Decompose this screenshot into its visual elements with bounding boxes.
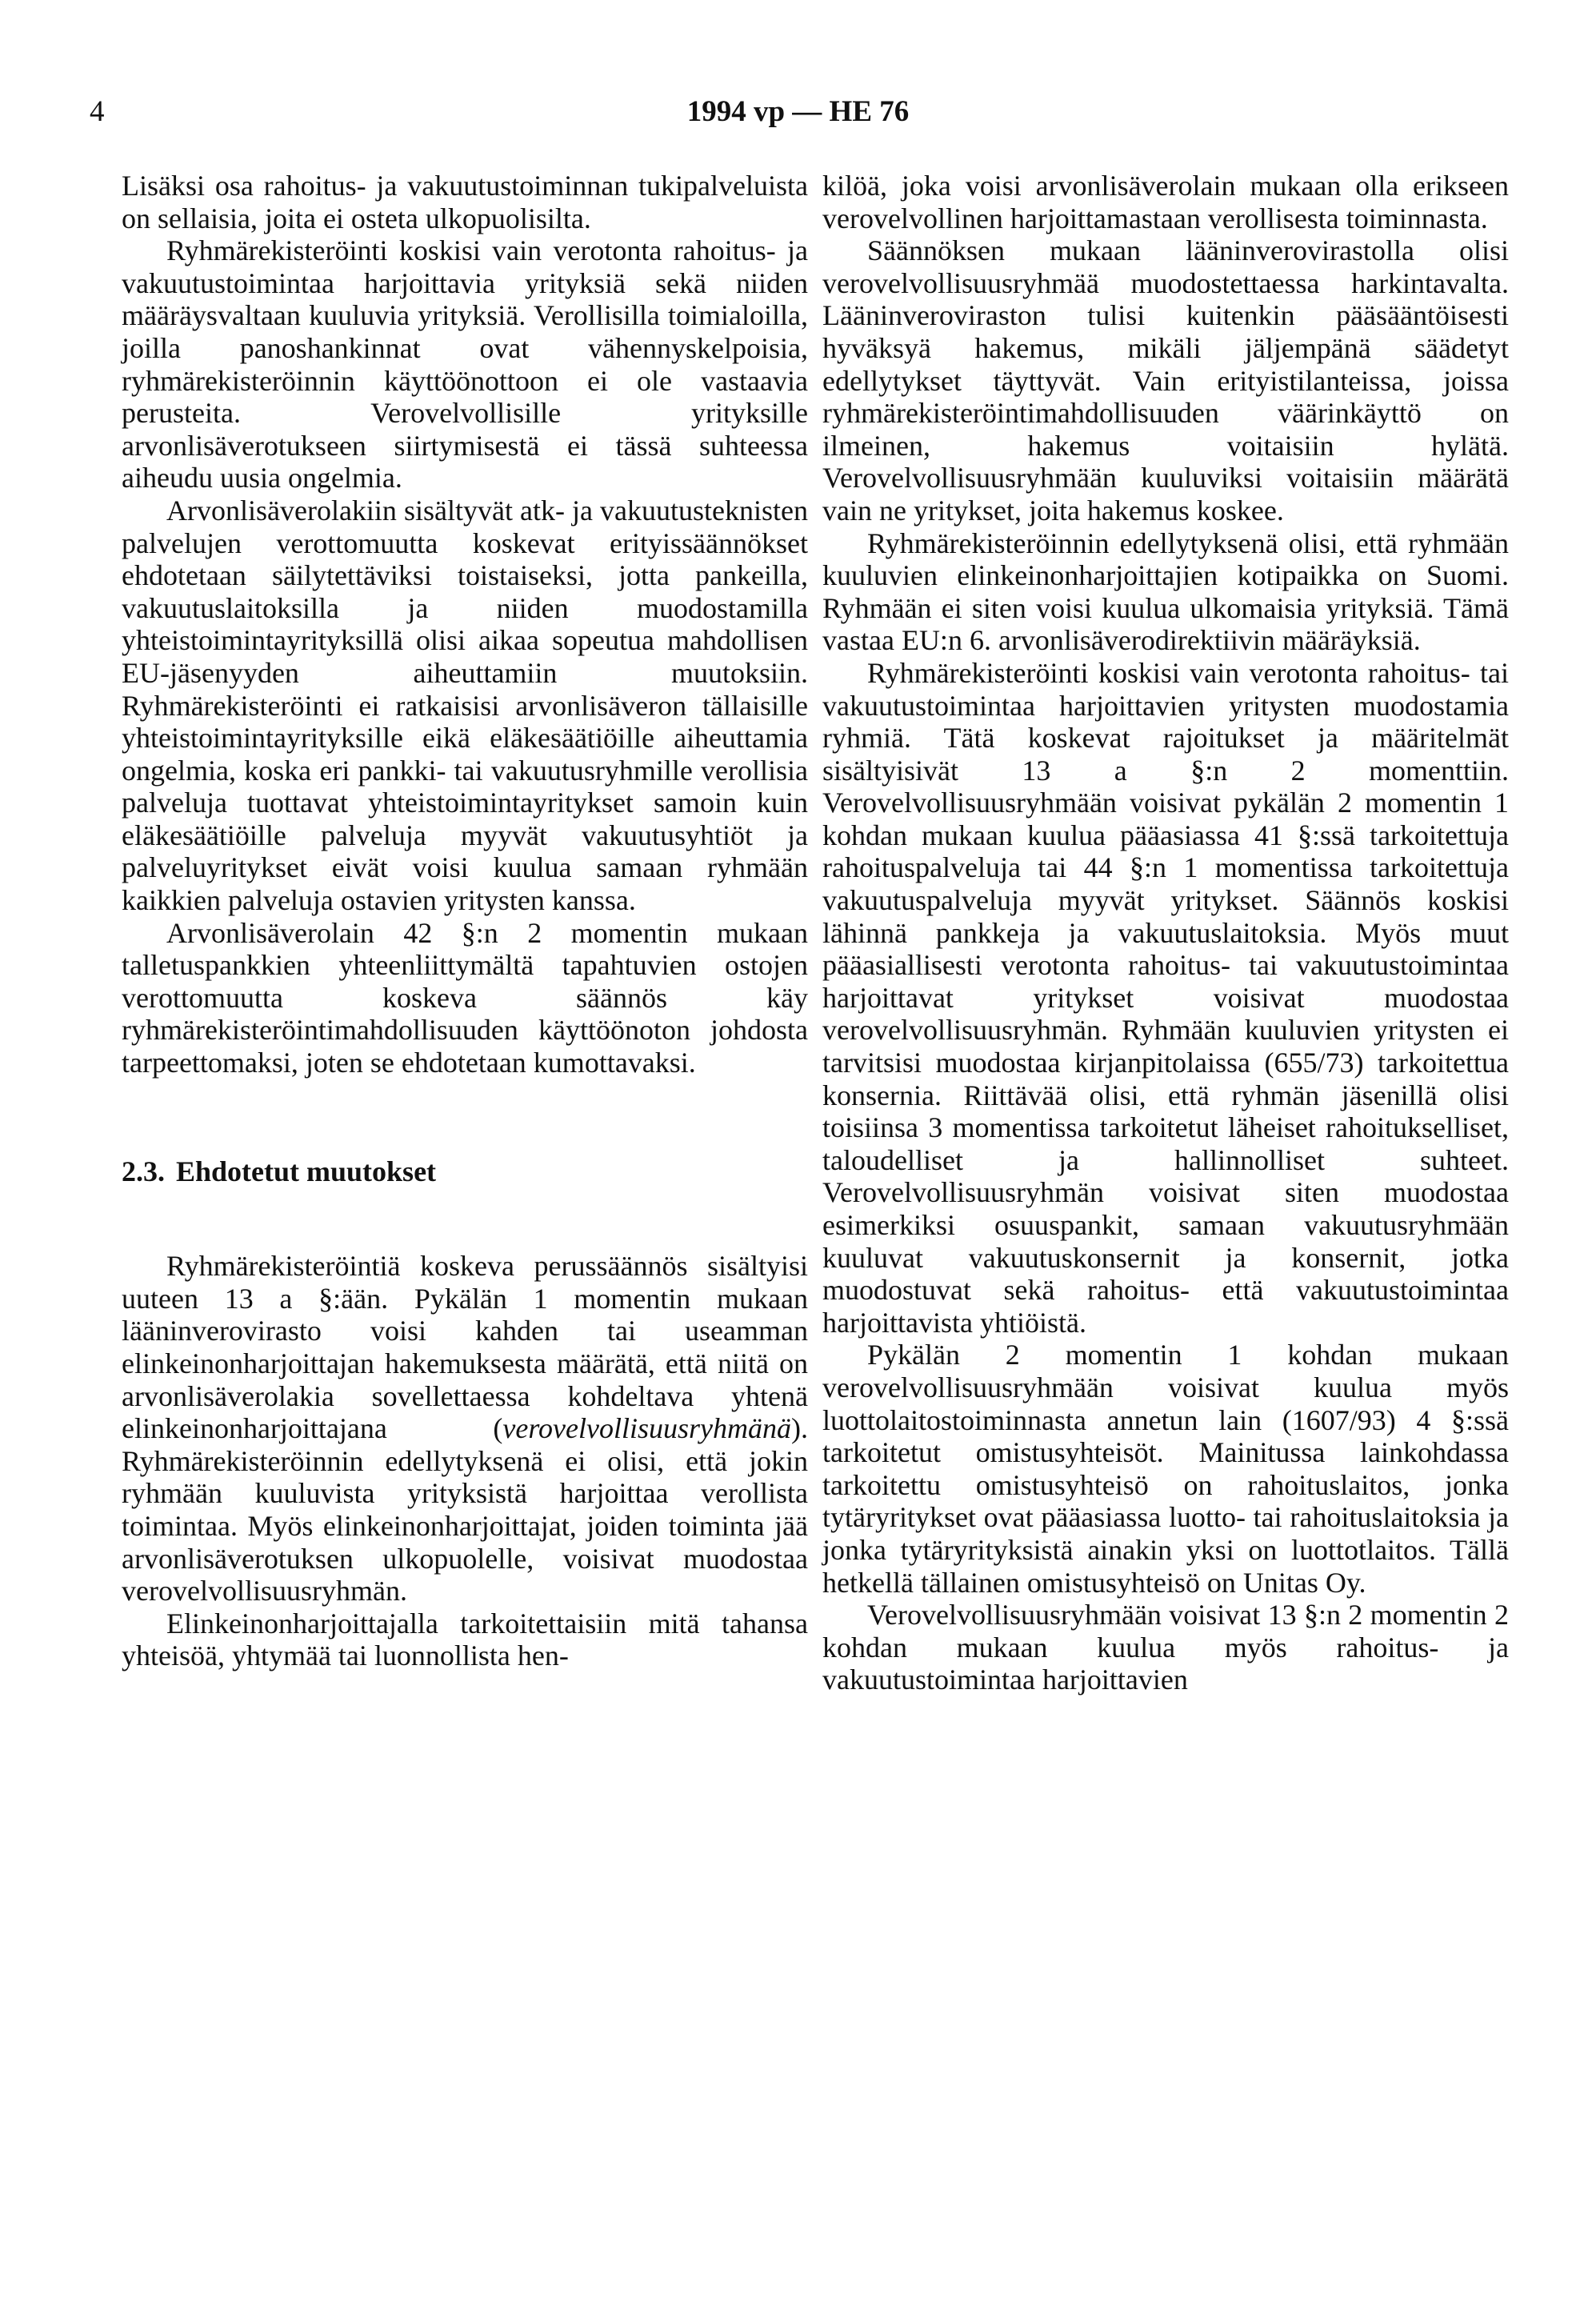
- paragraph: Verovelvollisuusryhmään voisivat 13 §:n 2 momentin 2 kohdan mukaan kuulua myös rahoitus- ja vakuutustoimintaa harjoittavien: [822, 1599, 1509, 1696]
- section-heading: [122, 1155, 808, 1188]
- paragraph: [122, 1250, 808, 1607]
- paragraph: kilöä, joka voisi arvonlisäverolain mukaan olla erikseen verovelvollinen harjoittamastaan verollisesta toiminnasta.: [822, 170, 1509, 234]
- paragraph: Lisäksi osa rahoitus- ja vakuutustoiminnan tukipalveluista on sellaisia, joita ei osteta ulkopuolisilta.: [122, 170, 808, 234]
- paragraph: Arvonlisäverolain 42 §:n 2 momentin mukaan talletuspankkien yhteenliittymältä tapahtuvien ostojen verottomuutta koskeva säännös käy ryhmärekisteröintimahdollisuuden käyttöönoton johdosta tarpeettomaksi, joten se ehdotetaan kumottavaksi.: [122, 916, 808, 1079]
- left-column: [122, 170, 808, 1672]
- section-number: 2.3.: [122, 1155, 165, 1187]
- italic-term: verovelvollisuusryhmänä: [502, 1412, 791, 1445]
- paragraph-text: Ryhmärekisteröintiä koskeva perussäännös sisältyisi uuteen 13 a §:ään. Pykälän 1 momentin mukaan lääninverovirasto voisi kahden tai useamman elinkeinonharjoittajan hakemuksesta määrätä, että niitä on arvonlisäverolakia sovellettaessa kohdeltava yhtenä elinkeinonharjoittajana (: [122, 1250, 808, 1445]
- page-header: [90, 94, 1506, 134]
- paragraph-text: ). Ryhmärekisteröinnin edellytyksenä ei olisi, että jokin ryhmään kuuluvista yrityksistä harjoittaa verollista toimintaa. Myös elinkeinonharjoittajat, joiden toiminta jää arvonlisäverotuksen ulkopuolelle, voisivat muodostaa verovelvollisuusryhmän.: [122, 1412, 808, 1607]
- paragraph: Säännöksen mukaan lääninverovirastolla olisi verovelvollisuusryhmää muodostettaessa harkintavalta. Lääninveroviraston tulisi kuitenkin pääsääntöisesti hyväksyä hakemus, mikäli jäljempänä säädetyt edellytykset täyttyvät. Vain erityistilanteissa, joissa ryhmärekisteröintimahdollisuuden väärinkäyttö on ilmeinen, hakemus voitaisiin hylätä. Verovelvollisuusryhmään kuuluviksi voitaisiin määrätä vain ne yritykset, joita hakemus koskee.: [822, 234, 1509, 526]
- paragraph: Arvonlisäverolakiin sisältyvät atk- ja vakuutusteknisten palvelujen verottomuutta koskevat erityissäännökset ehdotetaan säilytettäviksi toistaiseksi, jotta pankeilla, vakuutuslaitoksilla ja niiden muodostamilla yhteistoimintayrityksillä olisi aikaa sopeutua mahdollisen EU-jäsenyyden aiheuttamiin muutoksiin. Ryhmärekisteröinti ei ratkaisisi arvonlisäveron tällaisille yhteistoimintayrityksille eikä eläkesäätiöille aiheuttamia ongelmia, koska eri pankki- tai vakuutusryhmille verollisia palveluja tuottavat yhteistoimintayritykset samoin kuin eläkesäätiöille palveluja myyvät vakuutusyhtiöt ja palveluyritykset eivät voisi kuulua samaan ryhmään kaikkien palveluja ostavien yritysten kanssa.: [122, 494, 808, 917]
- section-title: Ehdotetut muutokset: [176, 1155, 437, 1187]
- paragraph: Ryhmärekisteröinti koskisi vain verotonta rahoitus- tai vakuutustoimintaa harjoittavien yritysten muodostamia ryhmiä. Tätä koskevat rajoitukset ja määritelmät sisältyisivät 13 a §:n 2 momenttiin. Verovelvollisuusryhmään voisivat pykälän 2 momentin 1 kohdan mukaan kuulua pääasiassa 41 §:ssä tarkoitettuja rahoituspalveluja tai 44 §:n 1 momentissa tarkoitettuja vakuutuspalveluja myyvät yritykset. Säännös koskisi lähinnä pankkeja ja vakuutuslaitoksia. Myös muut pääasiallisesti verotonta rahoitus- tai vakuutustoimintaa harjoittavat yritykset voisivat muodostaa verovelvollisuusryhmän. Ryhmään kuuluvien yritysten ei tarvitsisi muodostaa kirjanpitolaissa (655/73) tarkoitettua konsernia. Riittävää olisi, että ryhmän jäsenillä olisi toisiinsa 3 momentissa tarkoitetut läheiset rahoitukselliset, taloudelliset ja hallinnolliset suhteet. Verovelvollisuusryhmän voisivat siten muodostaa esimerkiksi osuuspankit, samaan vakuutusryhmään kuuluvat vakuutuskonsernit ja konsernit, jotka muodostuvat sekä rahoitus- että vakuutustoimintaa harjoittavista yhtiöistä.: [822, 656, 1509, 1339]
- running-head: 1994 vp — HE 76: [686, 95, 910, 128]
- paragraph: Ryhmärekisteröinnin edellytyksenä olisi, että ryhmään kuuluvien elinkeinonharjoittajien kotipaikka on Suomi. Ryhmään ei siten voisi kuulua ulkomaisia yrityksiä. Tämä vastaa EU:n 6. arvonlisäverodirektiivin määräyksiä.: [822, 526, 1509, 657]
- paragraph: Ryhmärekisteröinti koskisi vain verotonta rahoitus- ja vakuutustoimintaa harjoittavia yrityksiä sekä niiden määräysvaltaan kuuluvia yrityksiä. Verollisilla toimialoilla, joilla panoshankinnat ovat vähennyskelpoisia, ryhmärekisteröinnin käyttöönottoon ei ole vastaavia perusteita. Verovelvollisille yrityksille arvonlisäverotukseen siirtymisestä ei tässä suhteessa aiheudu uusia ongelmia.: [122, 234, 808, 494]
- page-number: 4: [90, 95, 105, 128]
- right-column: [822, 170, 1509, 1696]
- paragraph: Pykälän 2 momentin 1 kohdan mukaan verovelvollisuusryhmään voisivat kuulua myös luottolaitostoiminnasta annetun lain (1607/93) 4 §:ssä tarkoitetut omistusyhteisöt. Mainitussa lainkohdassa tarkoitettu omistusyhteisö on rahoituslaitos, jonka tytäryritykset ovat pääasiassa luotto- tai rahoituslaitoksia ja jonka tytäryrityksistä ainakin yksi on luottotlaitos. Tällä hetkellä tällainen omistusyhteisö on Unitas Oy.: [822, 1339, 1509, 1599]
- paragraph: Elinkeinonharjoittajalla tarkoitettaisiin mitä tahansa yhteisöä, yhtymää tai luonnollista hen-: [122, 1607, 808, 1672]
